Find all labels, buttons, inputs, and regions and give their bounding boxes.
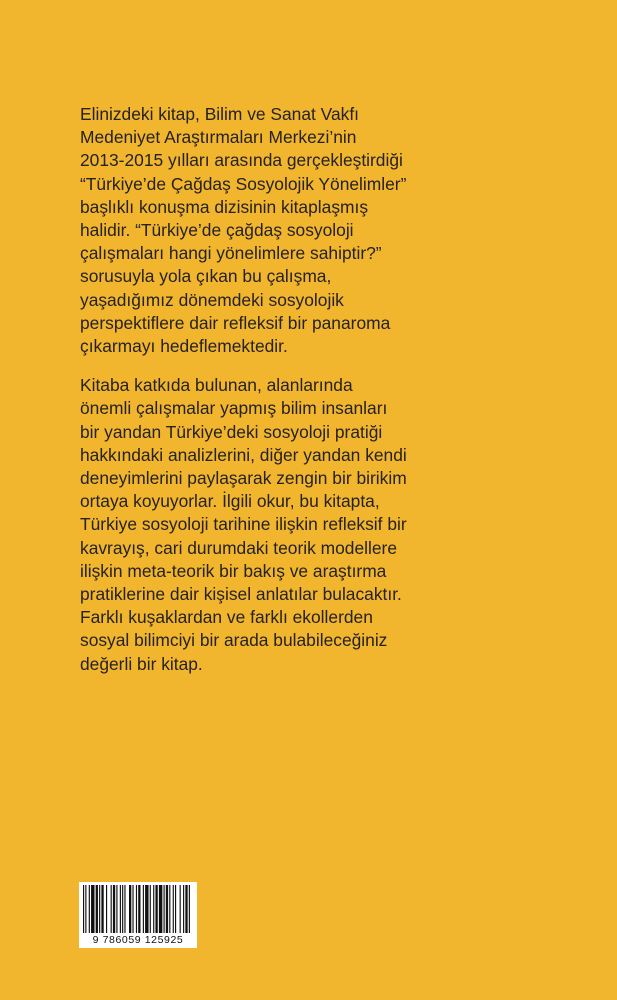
barcode-bar (138, 885, 140, 933)
barcode-bar (180, 885, 181, 933)
barcode-bar (96, 885, 98, 933)
barcode-bar (99, 885, 100, 933)
barcode-bar (189, 885, 190, 933)
barcode-bar (150, 885, 151, 933)
blurb-line: sorusuyla yola çıkan bu çalışma, (80, 266, 332, 287)
barcode-bar (169, 885, 170, 933)
barcode-bar (122, 885, 123, 933)
barcode-bar (101, 885, 103, 933)
blurb-line: “Türkiye’de Çağdaş Sosyolojik Yönelimler” (80, 173, 407, 194)
barcode-bar (113, 885, 115, 933)
barcode-bar (153, 885, 154, 933)
barcode-bar (124, 885, 125, 933)
barcode-bar (145, 885, 148, 933)
blurb-line: ortaya koyuyorlar. İlgili okur, bu kitapta, (80, 491, 380, 512)
blurb-line: çıkarmayı hedeflemektedir. (80, 336, 288, 357)
blurb-line: deneyimlerini paylaşarak zengin bir birikim (80, 468, 407, 489)
blurb-line: değerli bir kitap. (80, 653, 203, 674)
blurb-line: Elinizdeki kitap, Bilim ve Sanat Vakfı (80, 104, 360, 124)
blurb-line: çalışmaları hangi yönelimlere sahiptir?” (80, 243, 382, 264)
barcode-bar (89, 885, 90, 933)
barcode-bar (143, 885, 144, 933)
isbn-barcode (79, 882, 197, 948)
barcode-bar (83, 885, 84, 933)
barcode-bar (85, 885, 86, 933)
barcode-bar (166, 885, 168, 933)
barcode-bar (106, 885, 107, 933)
blurb-line: sosyal bilimciyi bir arada bulabileceğiniz (80, 630, 388, 651)
blurb-text (80, 103, 550, 676)
barcode-bar (132, 885, 133, 933)
barcode-bar (111, 885, 112, 933)
barcode-bar (116, 885, 117, 933)
blurb-line: hakkındaki analizlerini, diğer yandan kendi (80, 444, 407, 465)
barcode-bar (91, 885, 94, 933)
paragraph-spacer (80, 358, 550, 374)
blurb-line: pratiklerine dair kişisel anlatılar bulacaktır. (80, 584, 402, 605)
blurb-line: kavrayış, cari durumdaki teorik modellere (80, 537, 398, 558)
blurb-line: 2013-2015 yılları arasında gerçekleştirdiği (80, 150, 403, 171)
blurb-paragraph-1 (80, 103, 550, 358)
blurb-line: önemli çalışmalar yapmış bilim insanları (80, 398, 388, 419)
blurb-line: bir yandan Türkiye’deki sosyoloji pratiği (80, 421, 383, 442)
barcode-bars (83, 885, 193, 933)
barcode-bar (164, 885, 165, 933)
blurb-line: Medeniyet Araştırmaları Merkezi’nin (80, 127, 357, 148)
barcode-bar (120, 885, 121, 933)
barcode-bar (136, 885, 137, 933)
isbn-digits: 9 786059 125925 (92, 934, 184, 946)
blurb-line: Türkiye sosyoloji tarihine ilişkin refleksif bir (80, 514, 407, 535)
blurb-paragraph-2 (80, 374, 550, 676)
blurb-line: ilişkin meta-teorik bir bakış ve araştırma (80, 560, 387, 581)
blurb-line: halidir. “Türkiye’de çağdaş sosyoloji (80, 220, 354, 241)
blurb-line: Farklı kuşaklardan ve farklı ekollerden (80, 607, 373, 628)
barcode-bar (185, 885, 187, 933)
blurb-line: Kitaba katkıda bulunan, alanlarında (80, 375, 353, 396)
barcode-bar (155, 885, 157, 933)
barcode-bar (175, 885, 176, 933)
barcode-bar (129, 885, 131, 933)
blurb-line: başlıklı konuşma dizisinin kitaplaşmış (80, 196, 369, 217)
barcode-bar (183, 885, 184, 933)
barcode-bar (159, 885, 162, 933)
blurb-line: perspektiflere dair refleksif bir panaroma (80, 312, 391, 333)
blurb-line: yaşadığımız dönemdeki sosyolojik (80, 289, 344, 310)
barcode-bar (173, 885, 174, 933)
